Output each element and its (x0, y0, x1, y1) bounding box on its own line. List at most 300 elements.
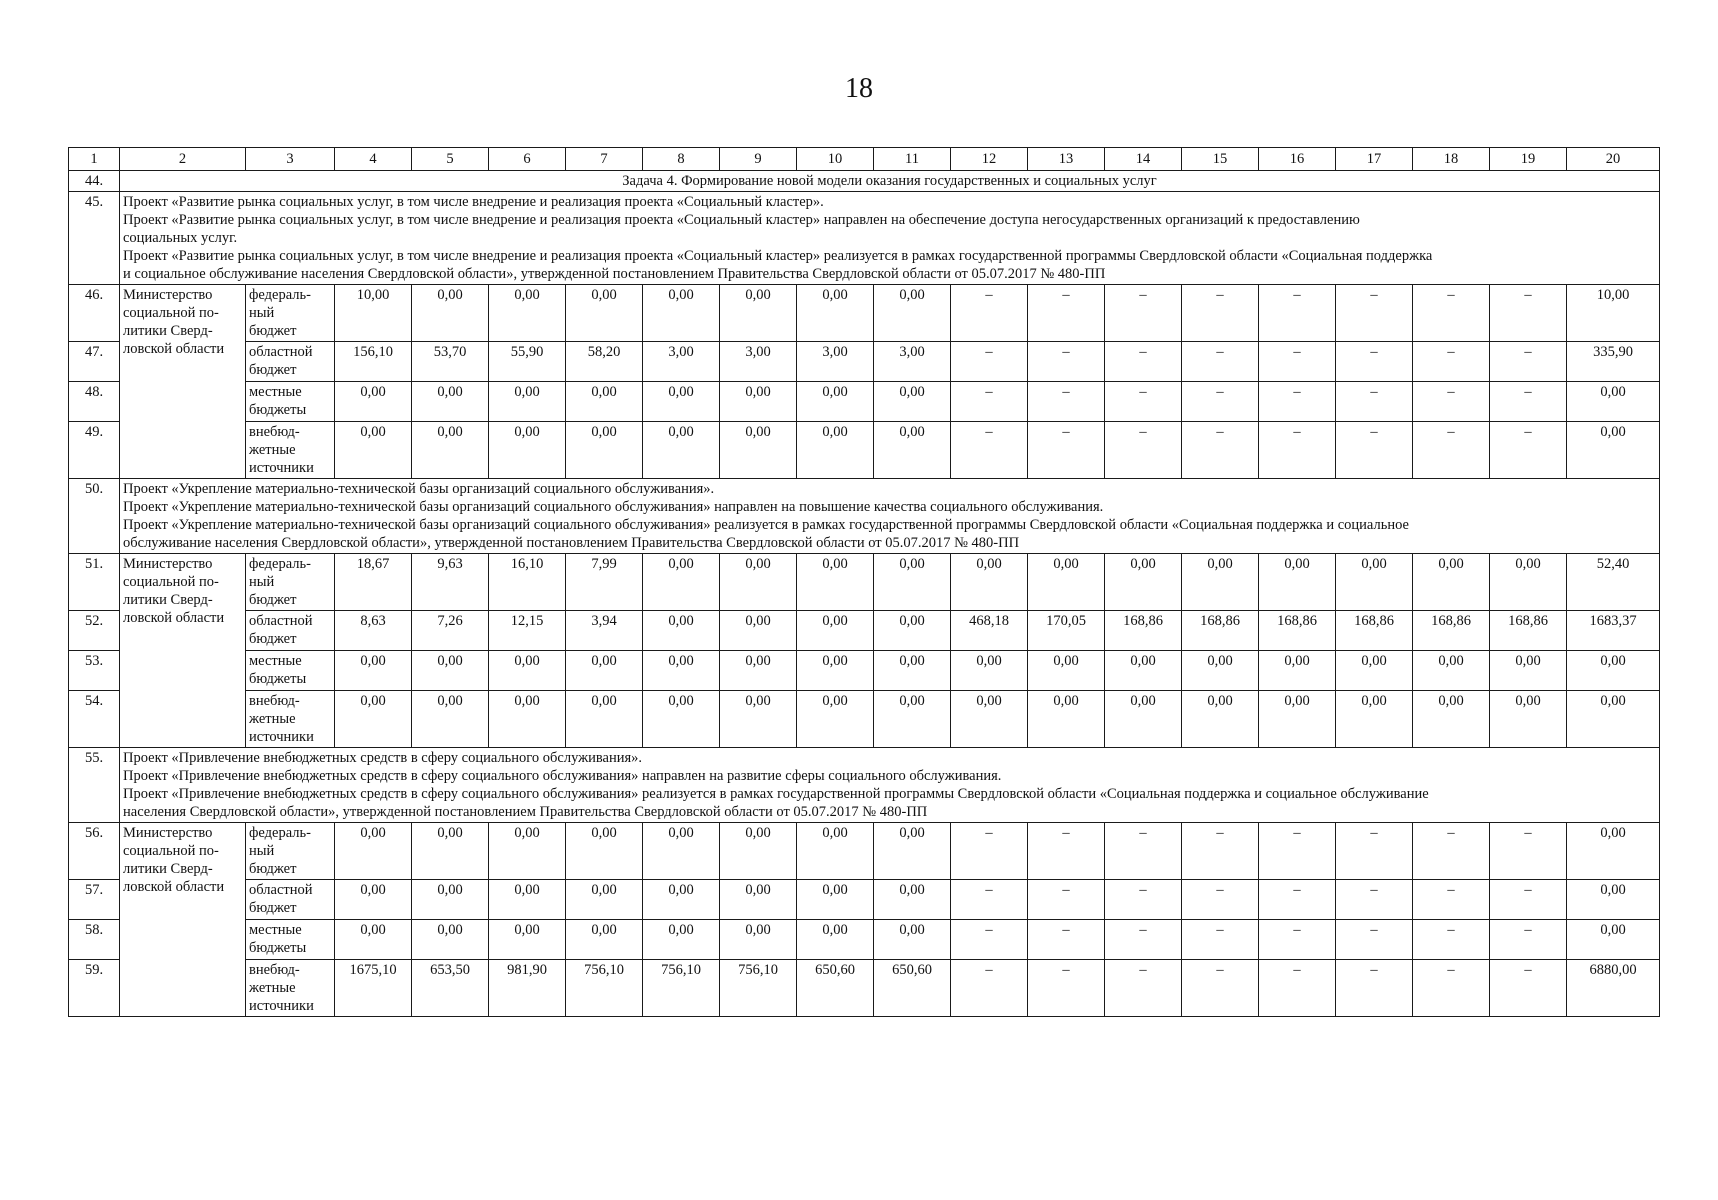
funding-value: 0,00 (1105, 554, 1182, 611)
column-number-header: 10 (797, 148, 874, 171)
funding-value: 0,00 (412, 285, 489, 342)
row-number: 55. (69, 748, 120, 823)
funding-value: – (1336, 382, 1413, 422)
funding-value: – (1105, 920, 1182, 960)
funding-value: – (1336, 920, 1413, 960)
funding-value: – (1490, 342, 1567, 382)
funding-value: 653,50 (412, 960, 489, 1017)
funding-row (69, 285, 1660, 342)
funding-total: 52,40 (1567, 554, 1660, 611)
funding-row (69, 920, 1660, 960)
funding-source-line: областной (249, 613, 313, 629)
funding-value: 0,00 (412, 691, 489, 748)
funding-value: 0,00 (1490, 691, 1567, 748)
funding-total: 0,00 (1567, 880, 1660, 920)
funding-value: 0,00 (874, 691, 951, 748)
funding-value: – (1182, 823, 1259, 880)
funding-value: 168,86 (1259, 611, 1336, 651)
funding-value: 0,00 (797, 422, 874, 479)
organization-line: ловской области (123, 610, 225, 626)
column-number-header: 9 (720, 148, 797, 171)
row-number: 56. (69, 823, 120, 880)
funding-value: 0,00 (489, 823, 566, 880)
funding-value: 0,00 (720, 382, 797, 422)
funding-value: 0,00 (1413, 651, 1490, 691)
funding-value: 0,00 (643, 920, 720, 960)
funding-value: 0,00 (797, 823, 874, 880)
funding-value: – (1490, 960, 1567, 1017)
funding-value: – (951, 960, 1028, 1017)
funding-value: 0,00 (1336, 554, 1413, 611)
funding-value: 0,00 (489, 880, 566, 920)
funding-value: 0,00 (643, 880, 720, 920)
funding-value: – (1413, 880, 1490, 920)
funding-value: 756,10 (643, 960, 720, 1017)
funding-value: 0,00 (566, 880, 643, 920)
funding-value: 0,00 (1028, 554, 1105, 611)
funding-value: 0,00 (643, 611, 720, 651)
funding-value: 0,00 (951, 651, 1028, 691)
funding-value: – (1490, 880, 1567, 920)
funding-value: 0,00 (720, 651, 797, 691)
funding-value: – (1182, 880, 1259, 920)
funding-source-line: федераль- (249, 287, 311, 303)
funding-value: 168,86 (1490, 611, 1567, 651)
funding-value: 0,00 (1182, 651, 1259, 691)
funding-value: 0,00 (720, 422, 797, 479)
funding-value: – (1259, 960, 1336, 1017)
funding-source (246, 920, 335, 960)
funding-value: 0,00 (412, 880, 489, 920)
funding-value: 981,90 (489, 960, 566, 1017)
funding-value: 0,00 (797, 382, 874, 422)
organization-line: ловской области (123, 341, 225, 357)
funding-value: 650,60 (874, 960, 951, 1017)
funding-total: 0,00 (1567, 651, 1660, 691)
row-number: 57. (69, 880, 120, 920)
funding-value: 0,00 (874, 823, 951, 880)
funding-total: 0,00 (1567, 691, 1660, 748)
project-description (120, 748, 1660, 823)
organization-line: литики Сверд- (123, 592, 213, 608)
funding-value: 0,00 (797, 651, 874, 691)
funding-row (69, 342, 1660, 382)
funding-row (69, 691, 1660, 748)
funding-total: 1683,37 (1567, 611, 1660, 651)
funding-value: – (1105, 960, 1182, 1017)
funding-value: – (1028, 823, 1105, 880)
funding-source-line: бюджеты (249, 402, 307, 418)
funding-value: 1675,10 (335, 960, 412, 1017)
funding-value: 0,00 (489, 920, 566, 960)
row-number: 58. (69, 920, 120, 960)
funding-value: 0,00 (1259, 554, 1336, 611)
funding-value: – (1182, 422, 1259, 479)
project-description-line: населения Свердловской области», утвержденной постановлением Правительства Свердловской области от 05.07.2017 № 480-ПП (123, 804, 928, 820)
funding-value: 0,00 (1490, 554, 1567, 611)
funding-value: 170,05 (1028, 611, 1105, 651)
row-number: 52. (69, 611, 120, 651)
funding-value: – (1336, 960, 1413, 1017)
funding-value: – (1028, 422, 1105, 479)
organization-line: ловской области (123, 879, 225, 895)
responsible-organization (120, 554, 246, 748)
row-number: 53. (69, 651, 120, 691)
funding-value: – (1105, 422, 1182, 479)
column-number-header: 19 (1490, 148, 1567, 171)
task-row (69, 171, 1660, 192)
funding-source-line: областной (249, 344, 313, 360)
project-description-row (69, 192, 1660, 285)
funding-source-line: ный (249, 305, 275, 321)
funding-value: 3,00 (720, 342, 797, 382)
funding-value: 0,00 (412, 823, 489, 880)
funding-value: 7,26 (412, 611, 489, 651)
funding-value: 0,00 (1336, 691, 1413, 748)
row-number: 51. (69, 554, 120, 611)
column-number-header: 17 (1336, 148, 1413, 171)
funding-value: 3,00 (797, 342, 874, 382)
funding-source-line: местные (249, 384, 302, 400)
funding-value: 0,00 (489, 691, 566, 748)
project-description-line: Проект «Укрепление материально-технической базы организаций социального обслуживания». (123, 481, 715, 497)
funding-value: 0,00 (412, 651, 489, 691)
funding-value: 756,10 (566, 960, 643, 1017)
organization-line: социальной по- (123, 574, 219, 590)
funding-source-line: бюджет (249, 900, 297, 916)
funding-value: 0,00 (566, 823, 643, 880)
funding-row (69, 880, 1660, 920)
funding-value: – (1182, 382, 1259, 422)
table-body (69, 148, 1660, 1017)
column-number-header: 4 (335, 148, 412, 171)
project-description-row (69, 748, 1660, 823)
funding-source-line: жетные (249, 442, 296, 458)
funding-source-line: внебюд- (249, 693, 300, 709)
funding-value: 0,00 (720, 880, 797, 920)
funding-row (69, 823, 1660, 880)
funding-value: 9,63 (412, 554, 489, 611)
row-number: 59. (69, 960, 120, 1017)
funding-value: 53,70 (412, 342, 489, 382)
funding-value: 0,00 (797, 285, 874, 342)
funding-source-line: ный (249, 843, 275, 859)
column-number-header: 13 (1028, 148, 1105, 171)
funding-value: 7,99 (566, 554, 643, 611)
funding-value: 756,10 (720, 960, 797, 1017)
column-number-header: 6 (489, 148, 566, 171)
funding-total: 0,00 (1567, 823, 1660, 880)
funding-value: 0,00 (1028, 651, 1105, 691)
funding-value: – (951, 342, 1028, 382)
funding-value: 0,00 (1182, 691, 1259, 748)
funding-source-line: бюджет (249, 362, 297, 378)
funding-source-line: бюджет (249, 323, 297, 339)
funding-value: – (1105, 382, 1182, 422)
funding-value: 0,00 (1105, 691, 1182, 748)
funding-value: 0,00 (720, 691, 797, 748)
funding-source-line: внебюд- (249, 424, 300, 440)
column-number-header: 11 (874, 148, 951, 171)
funding-value: – (951, 285, 1028, 342)
funding-value: 16,10 (489, 554, 566, 611)
funding-value: 0,00 (335, 920, 412, 960)
funding-value: 0,00 (643, 691, 720, 748)
funding-value: 168,86 (1413, 611, 1490, 651)
funding-value: – (951, 382, 1028, 422)
funding-value: 0,00 (566, 691, 643, 748)
funding-row (69, 611, 1660, 651)
funding-value: – (1259, 880, 1336, 920)
funding-total: 0,00 (1567, 382, 1660, 422)
responsible-organization (120, 285, 246, 479)
funding-source (246, 651, 335, 691)
funding-value: 0,00 (335, 422, 412, 479)
funding-value: 0,00 (951, 554, 1028, 611)
funding-value: – (1105, 880, 1182, 920)
funding-value: 0,00 (1182, 554, 1259, 611)
funding-value: 0,00 (335, 651, 412, 691)
funding-source (246, 422, 335, 479)
funding-value: 0,00 (797, 691, 874, 748)
funding-value: 0,00 (720, 823, 797, 880)
funding-value: 0,00 (720, 920, 797, 960)
funding-value: – (1413, 823, 1490, 880)
funding-value: – (1490, 285, 1567, 342)
funding-value: 156,10 (335, 342, 412, 382)
funding-value: 0,00 (489, 285, 566, 342)
funding-source-line: федераль- (249, 825, 311, 841)
column-number-header: 1 (69, 148, 120, 171)
funding-value: 0,00 (335, 691, 412, 748)
funding-source-line: местные (249, 922, 302, 938)
funding-value: – (1490, 823, 1567, 880)
project-description-line: обслуживание населения Свердловской области», утвержденной постановлением Правительства Свердловской области от 05.07.2017 № 480-ПП (123, 535, 1020, 551)
project-description-row (69, 479, 1660, 554)
project-description-line: Проект «Привлечение внебюджетных средств в сферу социального обслуживания» направлен на развитие сферы социального обслуживания. (123, 768, 1002, 784)
funding-value: 0,00 (412, 382, 489, 422)
funding-value: 12,15 (489, 611, 566, 651)
funding-source-line: жетные (249, 711, 296, 727)
funding-source-line: бюджеты (249, 940, 307, 956)
project-description-line: Проект «Укрепление материально-технической базы организаций социального обслуживания» направлен на повышение качества социального обслуживания. (123, 499, 1104, 515)
funding-total: 0,00 (1567, 920, 1660, 960)
funding-value: 0,00 (874, 422, 951, 479)
column-number-header: 8 (643, 148, 720, 171)
funding-value: – (1028, 382, 1105, 422)
funding-value: 650,60 (797, 960, 874, 1017)
project-description-line: Проект «Привлечение внебюджетных средств в сферу социального обслуживания». (123, 750, 643, 766)
column-number-header: 2 (120, 148, 246, 171)
funding-source-line: внебюд- (249, 962, 300, 978)
funding-value: 0,00 (566, 382, 643, 422)
funding-value: 0,00 (874, 651, 951, 691)
column-number-header: 16 (1259, 148, 1336, 171)
funding-source-line: областной (249, 882, 313, 898)
funding-value: – (1336, 880, 1413, 920)
funding-value: 0,00 (566, 285, 643, 342)
column-number-header: 3 (246, 148, 335, 171)
funding-value: – (1413, 382, 1490, 422)
funding-total: 0,00 (1567, 422, 1660, 479)
funding-value: – (1490, 422, 1567, 479)
row-number: 54. (69, 691, 120, 748)
funding-source-line: бюджеты (249, 671, 307, 687)
budget-table (68, 147, 1660, 1017)
funding-value: 0,00 (643, 651, 720, 691)
funding-source (246, 823, 335, 880)
funding-value: 55,90 (489, 342, 566, 382)
funding-source (246, 880, 335, 920)
funding-value: 0,00 (1105, 651, 1182, 691)
funding-value: 0,00 (643, 382, 720, 422)
project-description-line: и социальное обслуживание населения Свердловской области», утвержденной постановлением Правительства Свердловской области от 05.07.2017 № 480-ПП (123, 266, 1106, 282)
funding-value: – (1259, 422, 1336, 479)
funding-value: 0,00 (335, 382, 412, 422)
funding-value: – (1336, 285, 1413, 342)
funding-value: – (1259, 285, 1336, 342)
organization-line: социальной по- (123, 843, 219, 859)
funding-value: – (1490, 920, 1567, 960)
column-number-row (69, 148, 1660, 171)
funding-value: 0,00 (566, 920, 643, 960)
funding-value: 0,00 (1259, 651, 1336, 691)
funding-value: 0,00 (643, 823, 720, 880)
funding-value: 168,86 (1336, 611, 1413, 651)
funding-source-line: бюджет (249, 631, 297, 647)
funding-row (69, 960, 1660, 1017)
funding-source-line: федераль- (249, 556, 311, 572)
funding-source-line: бюджет (249, 592, 297, 608)
funding-value: 3,00 (874, 342, 951, 382)
column-number-header: 7 (566, 148, 643, 171)
funding-source (246, 960, 335, 1017)
page-number: 18 (845, 73, 873, 104)
funding-value: 0,00 (874, 920, 951, 960)
funding-value: – (1413, 920, 1490, 960)
project-description (120, 192, 1660, 285)
funding-source-line: источники (249, 998, 314, 1014)
column-number-header: 15 (1182, 148, 1259, 171)
funding-value: – (1336, 823, 1413, 880)
funding-value: 168,86 (1182, 611, 1259, 651)
funding-value: 0,00 (566, 651, 643, 691)
funding-source (246, 285, 335, 342)
organization-line: Министерство (123, 825, 213, 841)
funding-value: – (1336, 342, 1413, 382)
funding-value: – (1259, 920, 1336, 960)
funding-value: 18,67 (335, 554, 412, 611)
funding-value: 0,00 (489, 382, 566, 422)
funding-value: – (1028, 960, 1105, 1017)
funding-value: – (1105, 285, 1182, 342)
column-number-header: 18 (1413, 148, 1490, 171)
funding-value: 0,00 (1413, 691, 1490, 748)
funding-value: – (1413, 342, 1490, 382)
organization-line: литики Сверд- (123, 861, 213, 877)
funding-value: – (1182, 342, 1259, 382)
funding-value: – (1490, 382, 1567, 422)
funding-value: 0,00 (412, 422, 489, 479)
funding-value: 8,63 (335, 611, 412, 651)
funding-value: – (1105, 342, 1182, 382)
funding-value: 0,00 (874, 880, 951, 920)
project-description (120, 479, 1660, 554)
funding-value: 0,00 (643, 422, 720, 479)
row-number: 47. (69, 342, 120, 382)
funding-value: – (1028, 285, 1105, 342)
project-description-line: Проект «Укрепление материально-технической базы организаций социального обслуживания» реализуется в рамках государственной программы Свердловской области «Социальная поддержка и социальное (123, 517, 1409, 533)
funding-value: 0,00 (720, 611, 797, 651)
responsible-organization (120, 823, 246, 1017)
row-number: 46. (69, 285, 120, 342)
project-description-line: Проект «Развитие рынка социальных услуг, в том числе внедрение и реализация проекта «Социальный кластер». (123, 194, 824, 210)
funding-value: – (1028, 342, 1105, 382)
funding-total: 6880,00 (1567, 960, 1660, 1017)
funding-value: – (1336, 422, 1413, 479)
column-number-header: 12 (951, 148, 1028, 171)
funding-total: 10,00 (1567, 285, 1660, 342)
funding-value: 0,00 (335, 880, 412, 920)
funding-source-line: местные (249, 653, 302, 669)
funding-source-line: источники (249, 460, 314, 476)
row-number: 44. (69, 171, 120, 192)
funding-value: – (1028, 880, 1105, 920)
funding-source-line: бюджет (249, 861, 297, 877)
project-description-line: Проект «Развитие рынка социальных услуг, в том числе внедрение и реализация проекта «Социальный кластер» направлен на обеспечение доступа негосударственных организаций к предоставлению (123, 212, 1360, 228)
funding-value: – (1182, 960, 1259, 1017)
funding-row (69, 382, 1660, 422)
funding-source-line: ный (249, 574, 275, 590)
funding-value: 0,00 (412, 920, 489, 960)
column-number-header: 14 (1105, 148, 1182, 171)
funding-value: 10,00 (335, 285, 412, 342)
funding-value: 0,00 (489, 651, 566, 691)
funding-value: 0,00 (1413, 554, 1490, 611)
funding-value: 3,00 (643, 342, 720, 382)
funding-value: – (1259, 342, 1336, 382)
funding-source (246, 342, 335, 382)
funding-source (246, 554, 335, 611)
funding-value: 0,00 (643, 554, 720, 611)
funding-value: – (1182, 920, 1259, 960)
funding-value: – (1259, 382, 1336, 422)
funding-value: 0,00 (1259, 691, 1336, 748)
organization-line: Министерство (123, 556, 213, 572)
funding-value: 0,00 (1028, 691, 1105, 748)
funding-value: 0,00 (797, 920, 874, 960)
organization-line: литики Сверд- (123, 323, 213, 339)
funding-value: 3,94 (566, 611, 643, 651)
row-number: 50. (69, 479, 120, 554)
funding-row (69, 422, 1660, 479)
funding-value: – (1105, 823, 1182, 880)
funding-value: 0,00 (951, 691, 1028, 748)
funding-value: 0,00 (566, 422, 643, 479)
funding-value: 0,00 (335, 823, 412, 880)
funding-source (246, 691, 335, 748)
funding-value: 0,00 (720, 554, 797, 611)
funding-value: 0,00 (874, 285, 951, 342)
column-number-header: 5 (412, 148, 489, 171)
funding-source-line: источники (249, 729, 314, 745)
funding-value: 0,00 (720, 285, 797, 342)
task-title: Задача 4. Формирование новой модели оказания государственных и социальных услуг (120, 171, 1660, 192)
funding-value: – (1028, 920, 1105, 960)
funding-row (69, 554, 1660, 611)
funding-value: 168,86 (1105, 611, 1182, 651)
funding-total: 335,90 (1567, 342, 1660, 382)
